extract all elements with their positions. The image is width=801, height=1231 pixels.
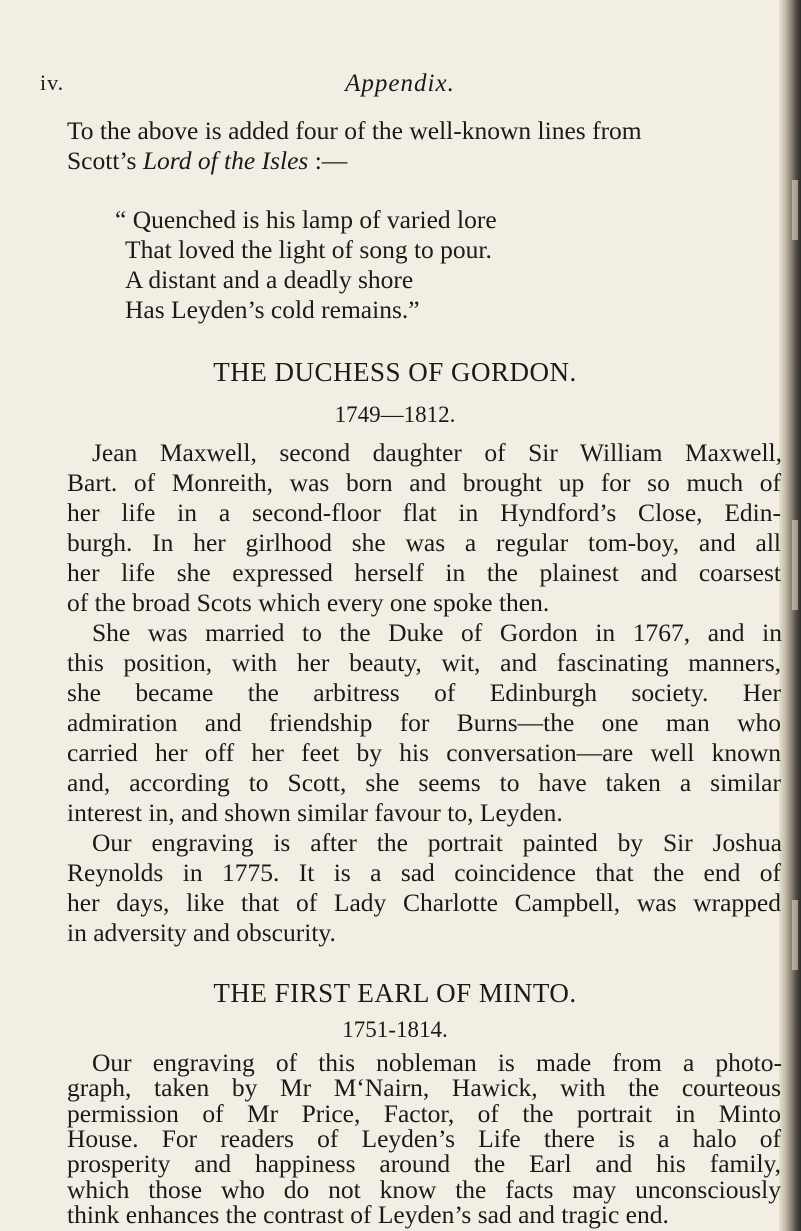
book-title: Lord of the Isles	[142, 146, 309, 175]
body-line: prosperity and happiness around the Earl and his family,	[67, 1149, 781, 1179]
body-line: of the broad Scots which every one spoke then.	[67, 588, 550, 617]
body-line: Bart. of Monreith, was born and brought up for so much of	[67, 468, 781, 497]
body-line: think enhances the contrast of Leyden’s sad and tragic end.	[67, 1200, 669, 1229]
intro-line: To the above is added four of the well-known lines from	[67, 116, 642, 145]
body-line: Our engraving is after the portrait painted by Sir Joshua	[92, 828, 782, 857]
intro-text: :—	[308, 146, 348, 175]
intro-text: Scott’s	[67, 146, 143, 175]
body-line: carried her off her feet by his conversation—are well known	[67, 738, 781, 767]
body-line: which those who do not know the facts may unconsciously	[67, 1174, 781, 1204]
body-line: her days, like that of Lady Charlotte Campbell, was wrapped	[67, 888, 781, 917]
section-dates: 1751-1814.	[342, 1016, 448, 1042]
body-line: her life she expressed herself in the plainest and coarsest	[67, 558, 781, 587]
verse-line: A distant and a deadly shore	[125, 265, 414, 294]
body-line: permission of Mr Price, Factor, of the portrait in Minto	[67, 1098, 781, 1128]
body-line: in adversity and obscurity.	[67, 918, 336, 947]
paper-fleck	[792, 180, 798, 240]
page-number: iv.	[40, 70, 65, 95]
body-line: she became the arbitress of Edinburgh society. Her	[67, 678, 781, 707]
page-header	[40, 70, 760, 108]
body-line: and, according to Scott, she seems to have taken a similar	[67, 768, 781, 797]
body-line: Reynolds in 1775. It is a sad coincidence that the end of	[67, 858, 781, 887]
paper-fleck	[792, 900, 798, 970]
body-line: She was married to the Duke of Gordon in 1767, and in	[92, 618, 782, 647]
running-head: Appendix.	[345, 70, 455, 97]
section-dates: 1749—1812.	[334, 402, 456, 427]
body-line: burgh. In her girlhood she was a regular tom-boy, and all	[67, 528, 781, 557]
intro-line	[67, 146, 347, 176]
section-heading: THE FIRST EARL OF MINTO.	[213, 978, 577, 1008]
verse-line: Has Leyden’s cold remains.”	[125, 295, 420, 324]
verse-line: “ Quenched is his lamp of varied lore	[115, 205, 497, 234]
page-gutter-shadow	[779, 0, 801, 1231]
body-line: admiration and friendship for Burns—the one man who	[67, 708, 781, 737]
body-line: graph, taken by Mr M‘Nairn, Hawick, with the courteous	[67, 1073, 781, 1103]
paper-fleck	[792, 520, 798, 610]
verse-line: That loved the light of song to pour.	[125, 235, 492, 264]
section-heading: THE DUCHESS OF GORDON.	[213, 357, 577, 387]
body-line: this position, with her beauty, wit, and fascinating manners,	[67, 648, 781, 677]
body-line: Jean Maxwell, second daughter of Sir William Maxwell,	[92, 438, 782, 467]
body-line: her life in a second-floor flat in Hyndford’s Close, Edin-	[67, 498, 781, 527]
body-line: interest in, and shown similar favour to, Leyden.	[67, 798, 563, 827]
body-line: Our engraving of this nobleman is made from a photo-	[92, 1048, 782, 1078]
body-line: House. For readers of Leyden’s Life there is a halo of	[67, 1124, 781, 1154]
